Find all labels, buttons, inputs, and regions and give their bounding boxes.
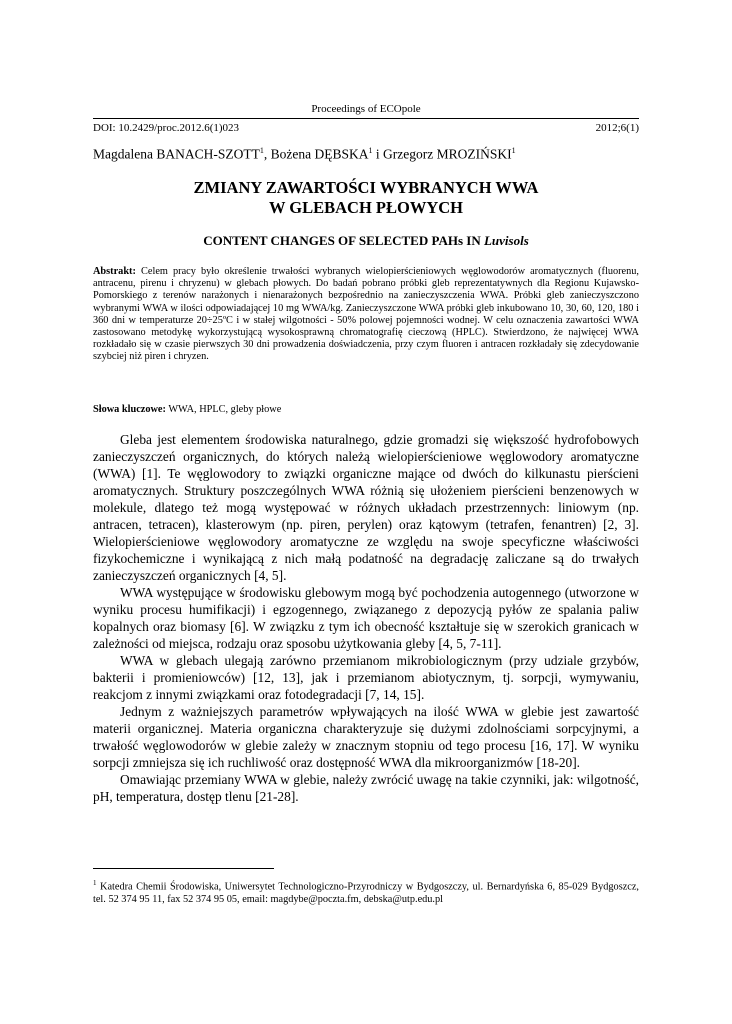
footnote [93, 877, 639, 906]
affiliation-mark-3: 1 [511, 146, 516, 155]
title-line-2: W GLEBACH PŁOWYCH [268, 198, 464, 217]
keywords-label: Słowa kluczowe: [93, 404, 166, 415]
affiliation-mark-2: 1 [368, 146, 373, 155]
body-paragraph: Jednym z ważniejszych parametrów wpływających na ilość WWA w glebie jest zawartość materii organicznej. Materia organiczna charakteryzuje się dużymi zdolnościami sorpcyjnymi, a trwałość węglowodorów w glebie zależy w znacznym stopniu od tego procesu [16, 17]. W wyniku sorpcji zmniejsza się ich ruchliwość oraz dostępność WWA dla mikroorganizmów [18-20]. [93, 704, 639, 770]
author-2: Bożena DĘBSKA [270, 146, 369, 162]
title-line-1: ZMIANY ZAWARTOŚCI WYBRANYCH WWA [193, 178, 539, 197]
english-title-main: CONTENT CHANGES OF SELECTED PAHs IN [203, 233, 484, 248]
running-header: Proceedings of ECOpole [311, 103, 421, 115]
author-1: Magdalena BANACH-SZOTT [93, 146, 260, 162]
keywords-text: WWA, HPLC, gleby płowe [165, 404, 282, 415]
doi-row [93, 118, 639, 134]
english-title [93, 233, 639, 249]
doi-text: DOI: 10.2429/proc.2012.6(1)023 [93, 122, 240, 134]
body-text [93, 431, 639, 805]
abstract [93, 266, 639, 364]
abstract-label: Abstrakt: [93, 266, 136, 277]
footnote-divider [93, 868, 274, 869]
english-title-italic: Luvisols [483, 233, 529, 248]
author-separator: , [263, 146, 271, 162]
keywords [93, 404, 639, 415]
footnote-text: Katedra Chemii Środowiska, Uniwersytet Technologiczno-Przyrodniczy w Bydgoszczy, ul. Bernardyńska 6, 85-029 Bydgoszcz, tel. 52 374 95 11, fax 52 374 95 05, email: magdybe@poczta.fm, debska@utp.edu.pl [93, 881, 639, 905]
paper-title [93, 178, 639, 218]
affiliation-mark-1: 1 [259, 146, 264, 155]
body-paragraph: WWA występujące w środowisku glebowym mogą być pochodzenia autogennego (utworzone w wyniku procesu humifikacji) i egzogennego, związanego z depozycją pyłów ze spalania paliw kopalnych oraz biomasy [6]. W związku z tym ich obecność kształtuje się w szerokich granicach w zależności od miejsca, rodzaju oraz sposobu użytkowania gleby [4, 5, 7-11]. [93, 585, 639, 651]
author-separator: i [372, 146, 383, 162]
author-3: Grzegorz MROZIŃSKI [383, 146, 512, 162]
body-paragraph: Gleba jest elementem środowiska naturalnego, gdzie gromadzi się większość hydrofobowych zanieczyszczeń organicznych, do których należą wielopierścieniowe węglowodory aromatyczne (WWA) [1]. Te węglowodory to związki organiczne mające od dwóch do kilkunastu pierścieni aromatycznych. Struktury poszczególnych WWA różnią się ułożeniem pierścieni benzenowych w molekule, dlatego też mogą występować w różnych układach przestrzennych: liniowym (np. antracen, tetracen), klasterowym (np. piren, perylen) oraz kątowym (tetrafen, fenantren) [2, 3]. Wielopierścieniowe węglowodory aromatyczne ze względu na swoje specyficzne właściwości fizykochemiczne i wynikającą z nich małą podatność na degradację zaliczane są do trwałych zanieczyszczeń organicznych [4, 5]. [93, 432, 639, 583]
body-paragraph: Omawiając przemiany WWA w glebie, należy zwrócić uwagę na takie czynniki, jak: wilgotność, pH, temperatura, dostęp tlenu [21-28]. [93, 772, 639, 804]
volume-text: 2012;6(1) [595, 122, 639, 134]
body-paragraph: WWA w glebach ulegają zarówno przemianom mikrobiologicznym (przy udziale grzybów, bakterii i promieniowców) [12, 13], jak i przemianom abiotycznym, tj. sorpcji, wymywaniu, reakcjom z innymi związkami oraz fotodegradacji [7, 14, 15]. [93, 653, 639, 702]
footnote-mark: 1 [93, 879, 97, 887]
author-list [93, 146, 639, 163]
abstract-text: Celem pracy było określenie trwałości wybranych wielopierścieniowych węglowodorów aromatycznych (fluorenu, antracenu, pirenu i chryzenu) w glebach płowych. Do badań pobrano próbki gleb reprezentatywnych dla Regionu Kujawsko-Pomorskiego z terenów narażonych i nienarażonych bezpośrednio na zanieczyszczenia WWA. Próbki gleb zanieczyszczono wybranymi WWA w ilości odpowiadającej 10 mg WWA/kg. Zanieczyszczone WWA próbki gleb inkubowano 10, 30, 60, 120, 180 i 360 dni w temperaturze 20÷25ºC i w stałej wilgotności - 50% polowej pojemności wodnej. W celu oznaczenia zawartości WWA zastosowano metodykę wykorzystującą wysokosprawną chromatografię cieczową (HPLC). Stwierdzono, że najwięcej WWA rozkładało się w czasie pierwszych 30 dni prowadzenia doświadczenia, przy czym fluoren i antracen rozkładały się zdecydowanie szybciej niż piren i chryzen. [93, 266, 639, 363]
